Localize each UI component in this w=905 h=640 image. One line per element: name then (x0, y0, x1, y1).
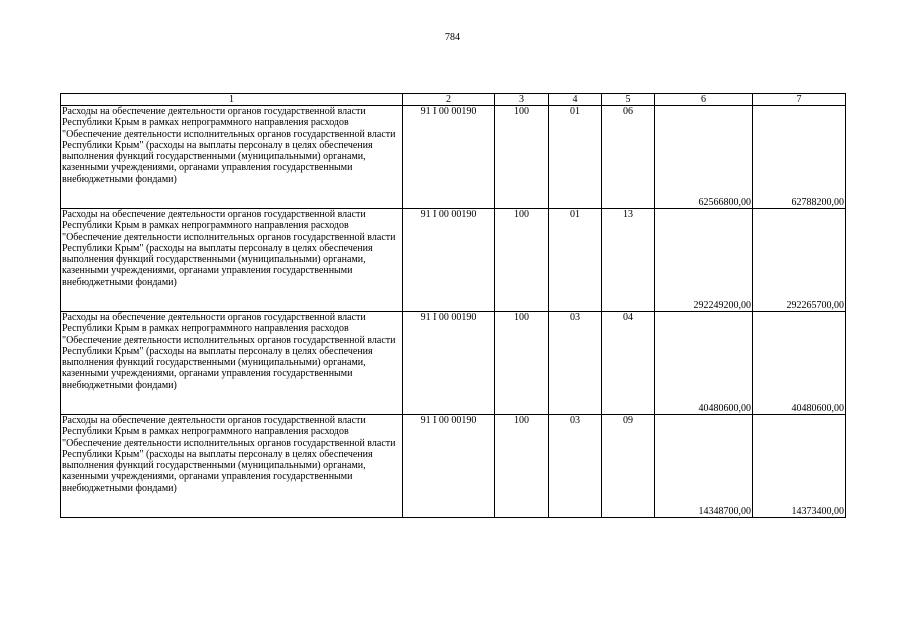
amount-year-2: 14373400,00 (753, 415, 846, 518)
target-article-code: 91 I 00 00190 (403, 415, 495, 518)
page-number: 784 (445, 32, 460, 43)
target-article-code: 91 I 00 00190 (403, 209, 495, 312)
target-article-code: 91 I 00 00190 (403, 106, 495, 209)
amount-year-1: 62566800,00 (655, 106, 753, 209)
section-code: 01 (549, 106, 602, 209)
amount-year-1: 292249200,00 (655, 209, 753, 312)
table-header-row (61, 94, 846, 106)
section-code: 03 (549, 415, 602, 518)
column-header: 5 (602, 94, 655, 106)
column-header: 7 (753, 94, 846, 106)
table-row (61, 312, 846, 415)
expense-type-code: 100 (495, 415, 549, 518)
table-row (61, 209, 846, 312)
table-row (61, 106, 846, 209)
expense-description: Расходы на обеспечение деятельности органов государственной власти Республики Крым в рамках непрограммного направления расходов "Обеспечение деятельности исполнительных органов государственной власти Республики Крым" (расходы на выплаты персоналу в целях обеспечения выполнения функций государственными (муниципальными) органами, казенными учреждениями, органами управления государственными внебюджетными фондами) (61, 312, 403, 415)
table-body (61, 94, 846, 518)
subsection-code: 04 (602, 312, 655, 415)
column-header: 2 (403, 94, 495, 106)
expense-description: Расходы на обеспечение деятельности органов государственной власти Республики Крым в рамках непрограммного направления расходов "Обеспечение деятельности исполнительных органов государственной власти Республики Крым" (расходы на выплаты персоналу в целях обеспечения выполнения функций государственными (муниципальными) органами, казенными учреждениями, органами управления государственными внебюджетными фондами) (61, 209, 403, 312)
expense-description: Расходы на обеспечение деятельности органов государственной власти Республики Крым в рамках непрограммного направления расходов "Обеспечение деятельности исполнительных органов государственной власти Республики Крым" (расходы на выплаты персоналу в целях обеспечения выполнения функций государственными (муниципальными) органами, казенными учреждениями, органами управления государственными внебюджетными фондами) (61, 415, 403, 518)
amount-year-1: 14348700,00 (655, 415, 753, 518)
expense-type-code: 100 (495, 106, 549, 209)
column-header: 6 (655, 94, 753, 106)
target-article-code: 91 I 00 00190 (403, 312, 495, 415)
column-header: 4 (549, 94, 602, 106)
section-code: 03 (549, 312, 602, 415)
expense-description: Расходы на обеспечение деятельности органов государственной власти Республики Крым в рамках непрограммного направления расходов "Обеспечение деятельности исполнительных органов государственной власти Республики Крым" (расходы на выплаты персоналу в целях обеспечения выполнения функций государственными (муниципальными) органами, казенными учреждениями, органами управления государственными внебюджетными фондами) (61, 106, 403, 209)
expense-type-code: 100 (495, 312, 549, 415)
amount-year-1: 40480600,00 (655, 312, 753, 415)
column-header: 3 (495, 94, 549, 106)
column-header: 1 (61, 94, 403, 106)
amount-year-2: 62788200,00 (753, 106, 846, 209)
section-code: 01 (549, 209, 602, 312)
amount-year-2: 40480600,00 (753, 312, 846, 415)
budget-table (60, 93, 846, 518)
table-row (61, 415, 846, 518)
subsection-code: 13 (602, 209, 655, 312)
subsection-code: 09 (602, 415, 655, 518)
subsection-code: 06 (602, 106, 655, 209)
amount-year-2: 292265700,00 (753, 209, 846, 312)
expense-type-code: 100 (495, 209, 549, 312)
